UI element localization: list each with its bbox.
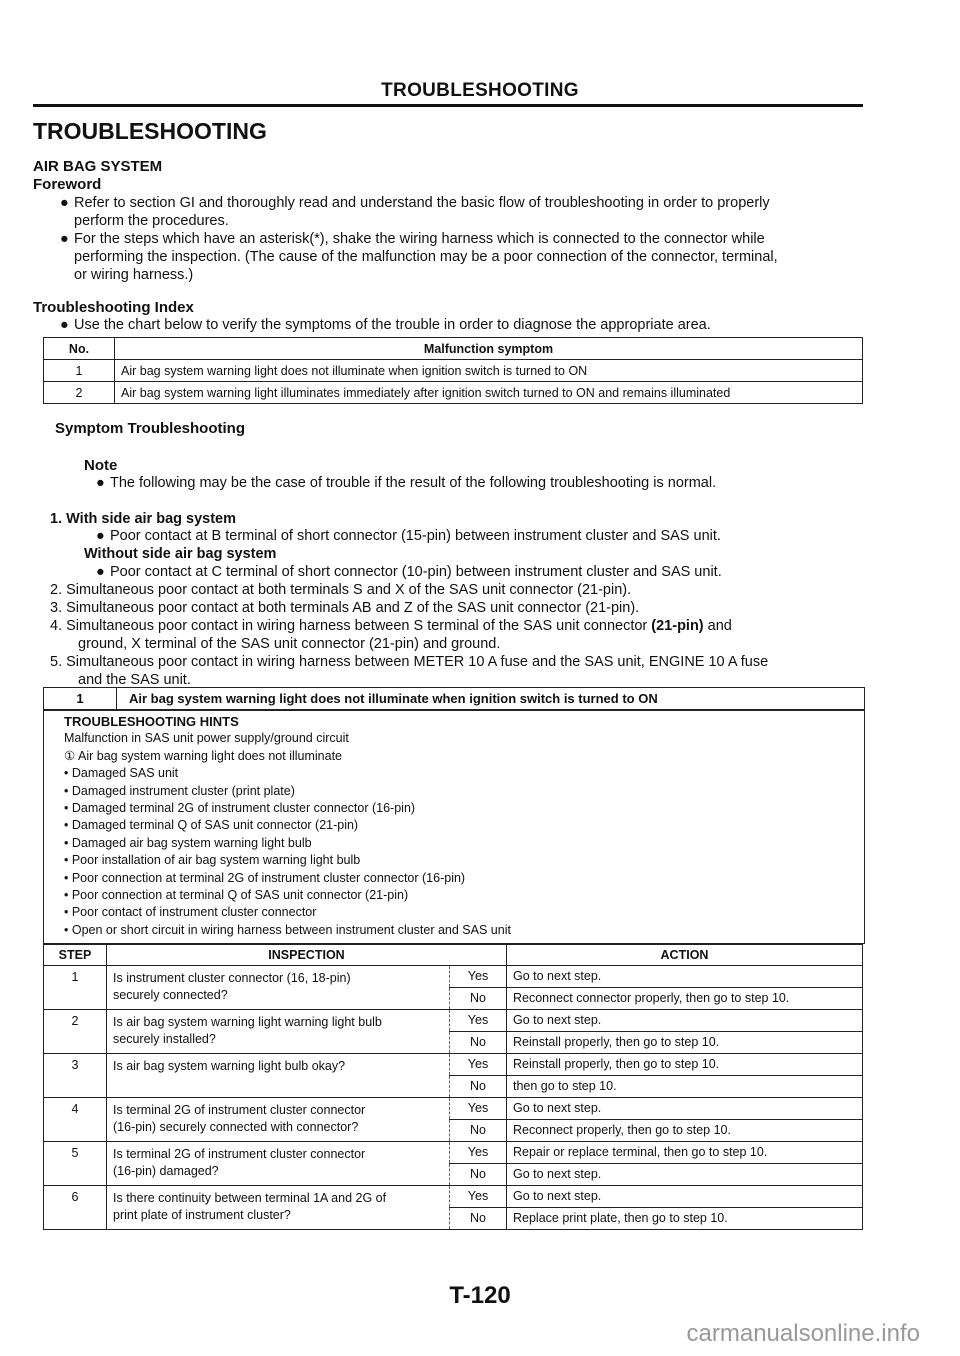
box1-title: Air bag system warning light does not illuminate when ignition switch is turned to ON xyxy=(129,691,658,706)
hint-line: • Poor installation of air bag system warning light bulb xyxy=(64,853,361,868)
yes-label: Yes xyxy=(450,1054,507,1076)
box1-header xyxy=(43,687,865,710)
no-action: Reinstall properly, then go to step 10. xyxy=(507,1032,863,1054)
step-inspection: Is air bag system warning light warning light bulb securely installed? xyxy=(107,1010,450,1054)
table-row xyxy=(44,1054,863,1076)
index-bullet: ● Use the chart below to verify the symptoms of the trouble in order to diagnose the appropriate area. xyxy=(60,317,711,333)
bullet-dot: ● xyxy=(60,195,69,211)
item-4-cont: ground, X terminal of the SAS unit connector (21-pin) and ground. xyxy=(78,636,501,652)
header-rule xyxy=(33,104,863,107)
page-number: T-120 xyxy=(449,1282,511,1309)
item-5-cont: and the SAS unit. xyxy=(78,672,191,688)
hint-line: • Damaged air bag system warning light bulb xyxy=(64,835,312,850)
no-action: Go to next step. xyxy=(507,1164,863,1186)
yes-label: Yes xyxy=(450,1098,507,1120)
row-no: 2 xyxy=(44,382,115,404)
running-header: TROUBLESHOOTING xyxy=(381,80,579,101)
section-title: TROUBLESHOOTING xyxy=(33,118,267,144)
row-no: 1 xyxy=(44,360,115,382)
bullet-dot: ● xyxy=(60,317,69,333)
foreword-bullet-1-cont: perform the procedures. xyxy=(74,213,229,229)
hint-line: • Poor connection at terminal 2G of instrument cluster connector (16-pin) xyxy=(64,870,466,885)
step-number: 6 xyxy=(44,1186,107,1230)
step-number: 1 xyxy=(44,966,107,1010)
row-symptom: Air bag system warning light illuminates immediately after ignition switch turned to ON and remains illuminated xyxy=(115,382,863,404)
hint-line: • Damaged instrument cluster (print plate) xyxy=(64,783,295,798)
hint-line: ① Air bag system warning light does not illuminate xyxy=(64,748,343,763)
hint-line: • Damaged terminal 2G of instrument cluster connector (16-pin) xyxy=(64,801,416,815)
no-label: No xyxy=(450,1076,507,1098)
table-header-row xyxy=(44,945,863,966)
bullet-dot: ● xyxy=(96,475,105,491)
foreword-title: Foreword xyxy=(33,176,102,193)
step-inspection: Is terminal 2G of instrument cluster connector (16-pin) damaged? xyxy=(107,1142,450,1186)
troubleshooting-index-table xyxy=(43,337,863,404)
troubleshooting-index-title: Troubleshooting Index xyxy=(33,299,194,316)
step-inspection: Is there continuity between terminal 1A and 2G of print plate of instrument cluster? xyxy=(107,1186,450,1230)
item-1-subheading: Without side air bag system xyxy=(84,546,277,562)
col-inspection: INSPECTION xyxy=(107,945,507,966)
note-bullet: ● The following may be the case of trouble if the result of the following troubleshooting is normal. xyxy=(96,475,717,491)
no-action: Replace print plate, then go to step 10. xyxy=(507,1208,863,1230)
hint-line: Malfunction in SAS unit power supply/ground circuit xyxy=(64,731,349,746)
yes-label: Yes xyxy=(450,1186,507,1208)
no-action: Reconnect connector properly, then go to step 10. xyxy=(507,988,863,1010)
no-action: then go to step 10. xyxy=(507,1076,863,1098)
troubleshooting-hints-box xyxy=(43,710,865,944)
bullet-dot: ● xyxy=(96,528,105,544)
airbag-system-title: AIR BAG SYSTEM xyxy=(33,158,163,175)
no-label: No xyxy=(450,988,507,1010)
yes-action: Go to next step. xyxy=(507,1010,863,1032)
symptom-troubleshooting-title: Symptom Troubleshooting xyxy=(55,420,245,437)
step-number: 2 xyxy=(44,1010,107,1054)
item-1-sub-bullet: ● Poor contact at C terminal of short connector (10-pin) between instrument cluster and SAS unit. xyxy=(96,564,722,580)
col-step: STEP xyxy=(44,945,107,966)
hint-line: • Poor contact of instrument cluster connector xyxy=(64,905,317,920)
foreword-bullet-2-cont: performing the inspection. (The cause of the malfunction may be a poor connection of the connector, terminal, xyxy=(74,249,778,265)
foreword-bullet-1: ● Refer to section GI and thoroughly read and understand the basic flow of troubleshooting in order to properly xyxy=(60,195,770,211)
hint-line: • Damaged SAS unit xyxy=(64,766,179,781)
yes-action: Go to next step. xyxy=(507,1186,863,1208)
step-number: 5 xyxy=(44,1142,107,1186)
hint-line: • Poor connection at terminal Q of SAS unit connector (21-pin) xyxy=(64,888,409,902)
col-symptom: Malfunction symptom xyxy=(115,338,863,360)
yes-action: Go to next step. xyxy=(507,1098,863,1120)
hints-title: TROUBLESHOOTING HINTS xyxy=(64,714,239,729)
bullet-dot: ● xyxy=(60,231,69,247)
col-action: ACTION xyxy=(507,945,863,966)
note-title: Note xyxy=(84,457,118,474)
step-number: 3 xyxy=(44,1054,107,1098)
step-inspection: Is instrument cluster connector (16, 18-pin) securely connected? xyxy=(107,966,450,1010)
no-label: No xyxy=(450,1120,507,1142)
watermark: carmanualsonline.info xyxy=(686,1320,920,1347)
no-action: Reconnect properly, then go to step 10. xyxy=(507,1120,863,1142)
table-row xyxy=(44,360,863,382)
yes-action: Repair or replace terminal, then go to step 10. xyxy=(507,1142,863,1164)
yes-label: Yes xyxy=(450,1010,507,1032)
table-row xyxy=(44,1098,863,1120)
table-row xyxy=(44,1142,863,1164)
row-symptom: Air bag system warning light does not illuminate when ignition switch is turned to ON xyxy=(115,360,863,382)
hint-line: • Damaged terminal Q of SAS unit connector (21-pin) xyxy=(64,818,359,833)
table-row xyxy=(44,1186,863,1208)
table-row xyxy=(44,382,863,404)
item-1-heading: 1. With side air bag system xyxy=(50,511,237,527)
step-inspection: Is terminal 2G of instrument cluster connector (16-pin) securely connected with connector? xyxy=(107,1098,450,1142)
step-inspection: Is air bag system warning light bulb okay? xyxy=(107,1054,450,1098)
item-4: 4. Simultaneous poor contact in wiring harness between S terminal of the SAS unit connector (21-pin) and xyxy=(50,618,732,634)
yes-action: Reinstall properly, then go to step 10. xyxy=(507,1054,863,1076)
foreword-bullet-2-cont2: or wiring harness.) xyxy=(74,267,194,283)
no-label: No xyxy=(450,1164,507,1186)
col-no: No. xyxy=(44,338,115,360)
bullet-dot: ● xyxy=(96,564,105,580)
yes-label: Yes xyxy=(450,966,507,988)
yes-action: Go to next step. xyxy=(507,966,863,988)
table-row xyxy=(44,1010,863,1032)
item-2: 2. Simultaneous poor contact at both terminals S and X of the SAS unit connector (21-pin). xyxy=(50,582,632,598)
item-1-bullet: ● Poor contact at B terminal of short connector (15-pin) between instrument cluster and SAS unit. xyxy=(96,528,721,544)
step-number: 4 xyxy=(44,1098,107,1142)
item-5: 5. Simultaneous poor contact in wiring harness between METER 10 A fuse and the SAS unit, ENGINE 10 A fuse xyxy=(50,654,769,670)
inspection-steps-table xyxy=(43,944,863,1230)
hint-line: • Open or short circuit in wiring harness between instrument cluster and SAS unit xyxy=(64,922,511,937)
yes-label: Yes xyxy=(450,1142,507,1164)
no-label: No xyxy=(450,1208,507,1230)
box1-number: 1 xyxy=(44,688,117,709)
table-header-row xyxy=(44,338,863,360)
item-3: 3. Simultaneous poor contact at both terminals AB and Z of the SAS unit connector (21-pin). xyxy=(50,600,640,616)
no-label: No xyxy=(450,1032,507,1054)
foreword-bullet-2: ● For the steps which have an asterisk(*), shake the wiring harness which is connected to the connector while xyxy=(60,231,765,247)
table-row xyxy=(44,966,863,988)
